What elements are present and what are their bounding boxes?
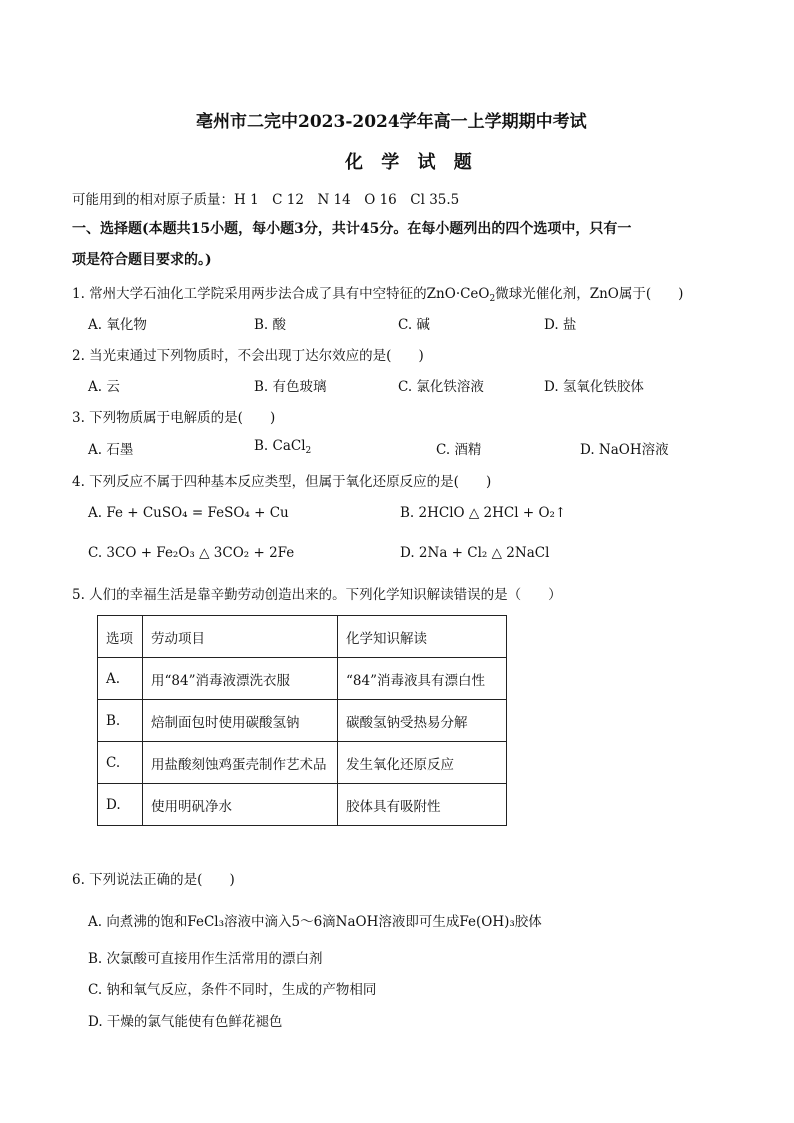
row-chem-knowledge: “84”消毒液具有漂白性 [338, 658, 507, 700]
row-labor-item: 焙制面包时使用碳酸氢钠 [143, 700, 338, 742]
q1-stem-subscript: 2 [489, 294, 496, 304]
table-row [98, 700, 507, 742]
q6-option-c[interactable]: C. 钠和氧气反应，条件不同时，生成的产物相同 [88, 982, 377, 998]
q6-option-d[interactable]: D. 干燥的氯气能使有色鲜花褪色 [88, 1014, 283, 1030]
q5-stem: 5. 人们的幸福生活是靠辛勤劳动创造出来的。下列化学知识解读错误的是（ ） [72, 587, 562, 603]
q3-option-d[interactable]: D. NaOH溶液 [580, 442, 669, 458]
row-option: B. [98, 700, 143, 742]
row-labor-item: 使用明矾净水 [143, 784, 338, 826]
q2-option-d[interactable]: D. 氢氧化铁胶体 [544, 379, 644, 395]
q3-option-b[interactable] [254, 438, 311, 456]
row-chem-knowledge: 发生氧化还原反应 [338, 742, 507, 784]
q1-stem [72, 282, 683, 304]
header-labor-item: 劳动项目 [143, 616, 338, 658]
q4-option-d[interactable]: D. 2Na + Cl₂ △ 2NaCl [400, 545, 550, 561]
q6-option-a[interactable]: A. 向煮沸的饱和FeCl₃溶液中滴入5～6滴NaOH溶液即可生成Fe(OH)₃胶体 [88, 914, 542, 930]
table-header-row [98, 616, 507, 658]
row-option: D. [98, 784, 143, 826]
q2-option-c[interactable]: C. 氯化铁溶液 [398, 379, 484, 395]
q2-option-b[interactable]: B. 有色玻璃 [254, 379, 327, 395]
row-chem-knowledge: 胶体具有吸附性 [338, 784, 507, 826]
row-chem-knowledge: 碳酸氢钠受热易分解 [338, 700, 507, 742]
q1-stem-text-b: 微球光催化剂，ZnO属于( ) [495, 286, 684, 302]
row-labor-item: 用“84”消毒液漂洗衣服 [143, 658, 338, 700]
q1-option-a[interactable]: A. 氧化物 [88, 317, 147, 333]
table-row [98, 658, 507, 700]
table-row [98, 742, 507, 784]
row-option: A. [98, 658, 143, 700]
q1-option-b[interactable]: B. 酸 [254, 317, 287, 333]
q5-table [97, 615, 507, 826]
q1-stem-text-a: 1. 常州大学石油化工学院采用两步法合成了具有中空特征的ZnO·CeO [72, 286, 490, 302]
exam-title: 亳州市二完中2023-2024学年高一上学期期中考试 [196, 112, 587, 132]
row-option: C. [98, 742, 143, 784]
header-option: 选项 [98, 616, 143, 658]
q2-stem: 2. 当光束通过下列物质时，不会出现丁达尔效应的是( ) [72, 348, 424, 364]
q4-option-a[interactable]: A. Fe + CuSO₄ = FeSO₄ + Cu [88, 505, 289, 521]
atomic-masses: 可能用到的相对原子质量：H 1 C 12 N 14 O 16 Cl 35.5 [72, 192, 460, 208]
q4-stem: 4. 下列反应不属于四种基本反应类型，但属于氧化还原反应的是( ) [72, 474, 492, 490]
q3-option-b-subscript: 2 [305, 446, 312, 456]
header-chem-knowledge: 化学知识解读 [338, 616, 507, 658]
section-heading-line1: 一、选择题(本题共15小题，每小题3分，共计45分。在每小题列出的四个选项中，只有一 [72, 221, 632, 237]
q4-option-b[interactable]: B. 2HClO △ 2HCl + O₂↑ [400, 505, 567, 521]
q1-option-d[interactable]: D. 盐 [544, 317, 577, 333]
table-row [98, 784, 507, 826]
q3-option-a[interactable]: A. 石墨 [88, 442, 134, 458]
q3-option-c[interactable]: C. 酒精 [436, 442, 482, 458]
q1-option-c[interactable]: C. 碱 [398, 317, 430, 333]
section-heading-line2: 项是符合题目要求的。) [72, 252, 212, 268]
q3-option-b-text: B. CaCl [254, 438, 306, 454]
q2-option-a[interactable]: A. 云 [88, 379, 120, 395]
row-labor-item: 用盐酸刻蚀鸡蛋壳制作艺术品 [143, 742, 338, 784]
q6-stem: 6. 下列说法正确的是( ) [72, 872, 235, 888]
subject-title: 化 学 试 题 [345, 152, 478, 173]
q6-option-b[interactable]: B. 次氯酸可直接用作生活常用的漂白剂 [88, 951, 323, 967]
q4-option-c[interactable]: C. 3CO + Fe₂O₃ △ 3CO₂ + 2Fe [88, 545, 295, 561]
q3-stem: 3. 下列物质属于电解质的是( ) [72, 410, 276, 426]
